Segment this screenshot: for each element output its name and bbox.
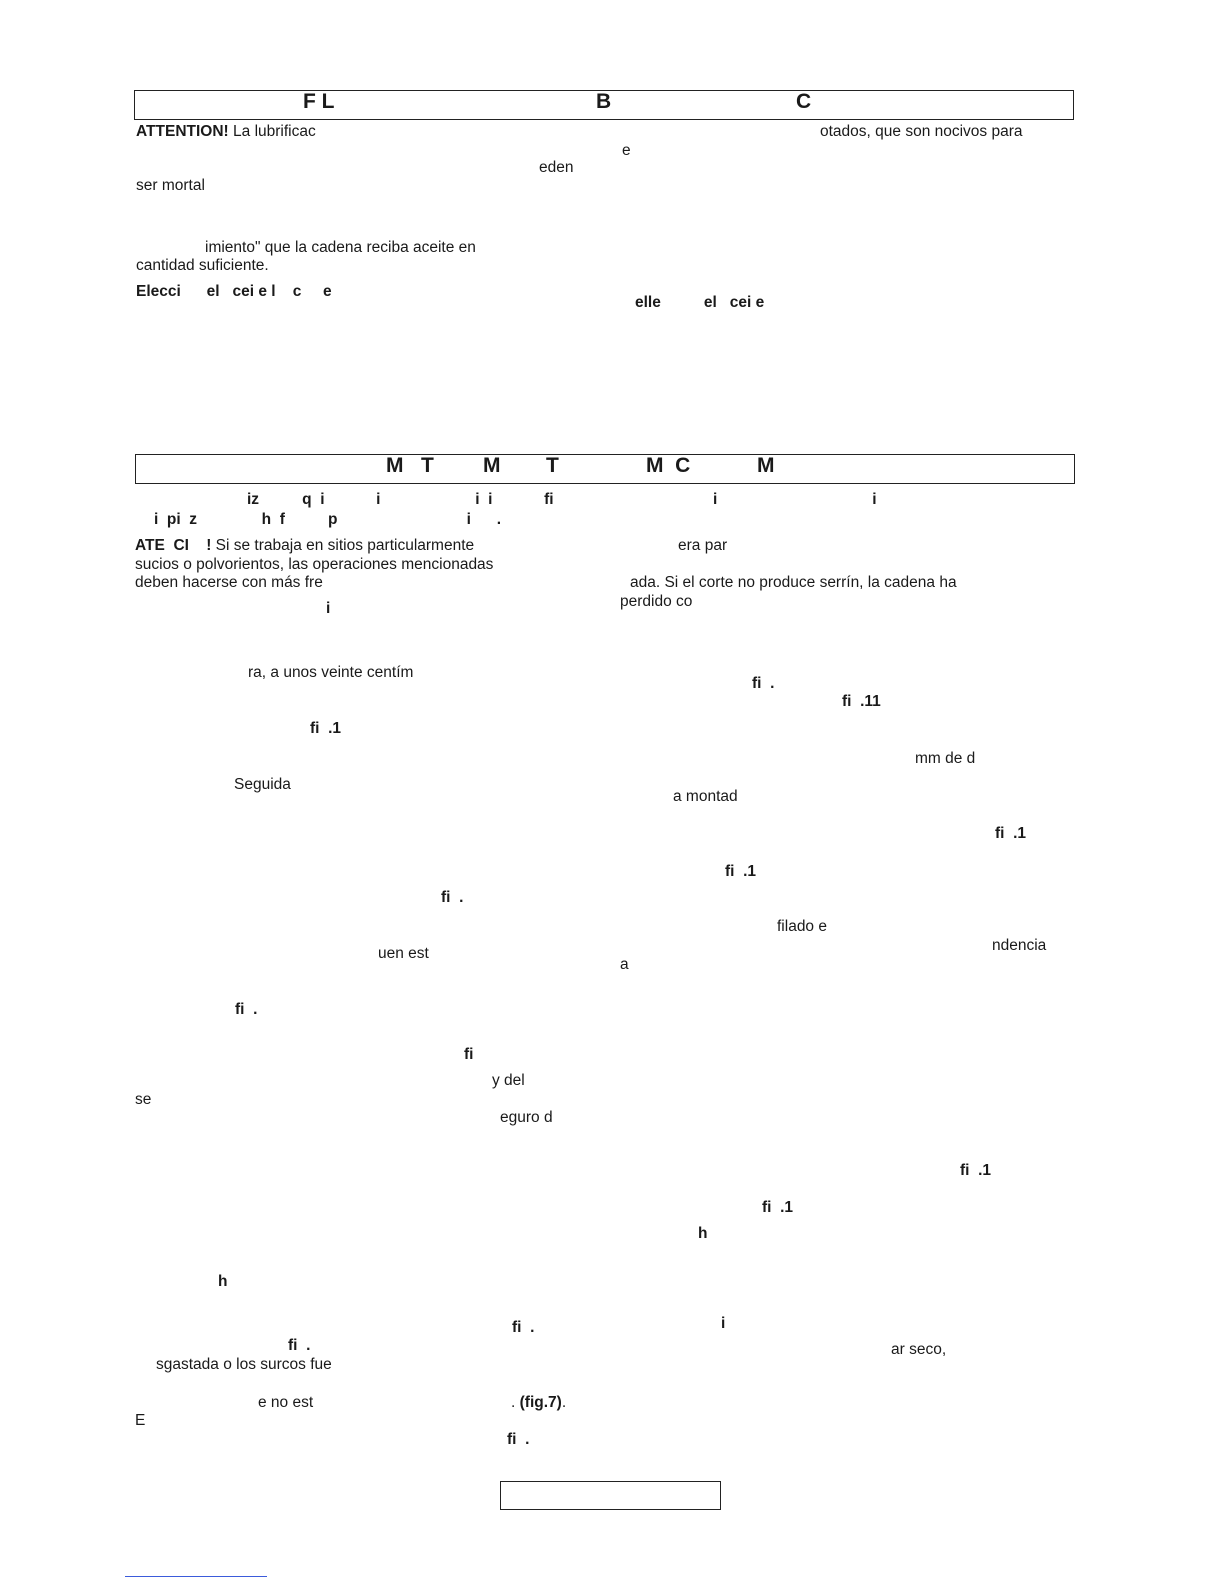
footnote-rule bbox=[125, 1576, 267, 1577]
fig-ref-right-1: fi . bbox=[752, 675, 775, 692]
uen-line: uen est bbox=[378, 945, 429, 962]
imiento-line: imiento" que la cadena reciba aceite en bbox=[205, 239, 476, 256]
atencion-label: ATE CI ! bbox=[135, 537, 212, 554]
attention-line bbox=[136, 123, 316, 141]
ra-line: ra, a unos veinte centím bbox=[248, 664, 414, 681]
fig7-line bbox=[511, 1394, 566, 1412]
ada-line: ada. Si el corte no produce serrín, la cadena ha bbox=[630, 574, 957, 591]
fig-ref-right-11: fi .11 bbox=[842, 693, 881, 710]
fig-ref-right-5: fi .1 bbox=[762, 1199, 794, 1216]
intro-line-2: i pi z h f p i . bbox=[154, 511, 502, 528]
fig7-post: . bbox=[561, 1394, 567, 1411]
sucios-line: sucios o polvorientos, las operaciones mencionadas bbox=[135, 556, 494, 573]
section2-heading-part2: M bbox=[483, 454, 501, 477]
right-i-mark: i bbox=[721, 1315, 726, 1332]
fig7-ref: (fig.7) bbox=[519, 1394, 562, 1411]
fig-ref-left-7: fi . bbox=[507, 1431, 530, 1448]
fig-ref-right-4: fi .1 bbox=[960, 1162, 992, 1179]
right-fragment-1: otados, que son nocivos para bbox=[820, 123, 1023, 140]
enoest-line: e no est bbox=[258, 1394, 314, 1411]
mm-line: mm de d bbox=[915, 750, 976, 767]
section2-heading-part5: M bbox=[757, 454, 775, 477]
fig-ref-left-6: fi . bbox=[288, 1337, 311, 1354]
section2-heading-part4: M C bbox=[646, 454, 691, 477]
fig-ref-left-3: fi . bbox=[235, 1001, 258, 1018]
sgastada-line: sgastada o los surcos fue bbox=[156, 1356, 332, 1373]
arseco-line: ar seco, bbox=[891, 1341, 947, 1358]
atencion-line bbox=[135, 537, 474, 555]
section1-heading-part3: C bbox=[796, 90, 812, 113]
attention-text: La lubrificac bbox=[233, 123, 316, 140]
section2-heading-box bbox=[135, 454, 1075, 484]
fig-ref-right-2: fi .1 bbox=[995, 825, 1027, 842]
section1-heading-part1: F L bbox=[303, 90, 335, 113]
section2-heading-part1: M T bbox=[386, 454, 434, 477]
perdido-line: perdido co bbox=[620, 593, 693, 610]
ser-mortal: ser mortal bbox=[136, 177, 205, 194]
atencion-text: Si se trabaja en sitios particularmente bbox=[215, 537, 475, 554]
deben-line: deben hacerse con más fre bbox=[135, 574, 323, 591]
filado-line: filado e bbox=[777, 918, 827, 935]
eguro-line: eguro d bbox=[500, 1109, 553, 1126]
relleno-subheading: elle el cei e bbox=[635, 294, 765, 311]
fig7-pre: . bbox=[511, 1394, 516, 1411]
left-i-mark: i bbox=[326, 600, 331, 617]
page-number-box bbox=[500, 1481, 721, 1510]
se-line: se bbox=[135, 1091, 152, 1108]
cantidad-line: cantidad suficiente. bbox=[136, 257, 269, 274]
right-h-mark: h bbox=[698, 1225, 708, 1242]
fig-ref-right-3: fi .1 bbox=[725, 863, 757, 880]
eleccion-subheading: Elecci el cei e l c e bbox=[136, 283, 332, 300]
ydel-line: y del bbox=[492, 1072, 525, 1089]
fragment-eden: eden bbox=[539, 159, 574, 176]
left-h-mark: h bbox=[218, 1273, 228, 1290]
section1-heading-part2: B bbox=[596, 90, 612, 113]
attention-label: ATTENTION! bbox=[136, 123, 229, 140]
a-line: a bbox=[620, 956, 629, 973]
section2-heading-part3: T bbox=[546, 454, 559, 477]
erapar-line: era par bbox=[678, 537, 728, 554]
montad-line: a montad bbox=[673, 788, 738, 805]
e-line: E bbox=[135, 1412, 146, 1429]
intro-line-1: iz q i i i i fi i i bbox=[247, 491, 877, 508]
fig-ref-left-2: fi . bbox=[441, 889, 464, 906]
ndencia-line: ndencia bbox=[992, 937, 1047, 954]
seguida-line: Seguida bbox=[234, 776, 291, 793]
right-fragment-2: e bbox=[622, 142, 631, 159]
fig-ref-left-1: fi .1 bbox=[310, 720, 342, 737]
fig-ref-left-4: fi bbox=[464, 1046, 474, 1063]
fig-ref-left-5: fi . bbox=[512, 1319, 535, 1336]
